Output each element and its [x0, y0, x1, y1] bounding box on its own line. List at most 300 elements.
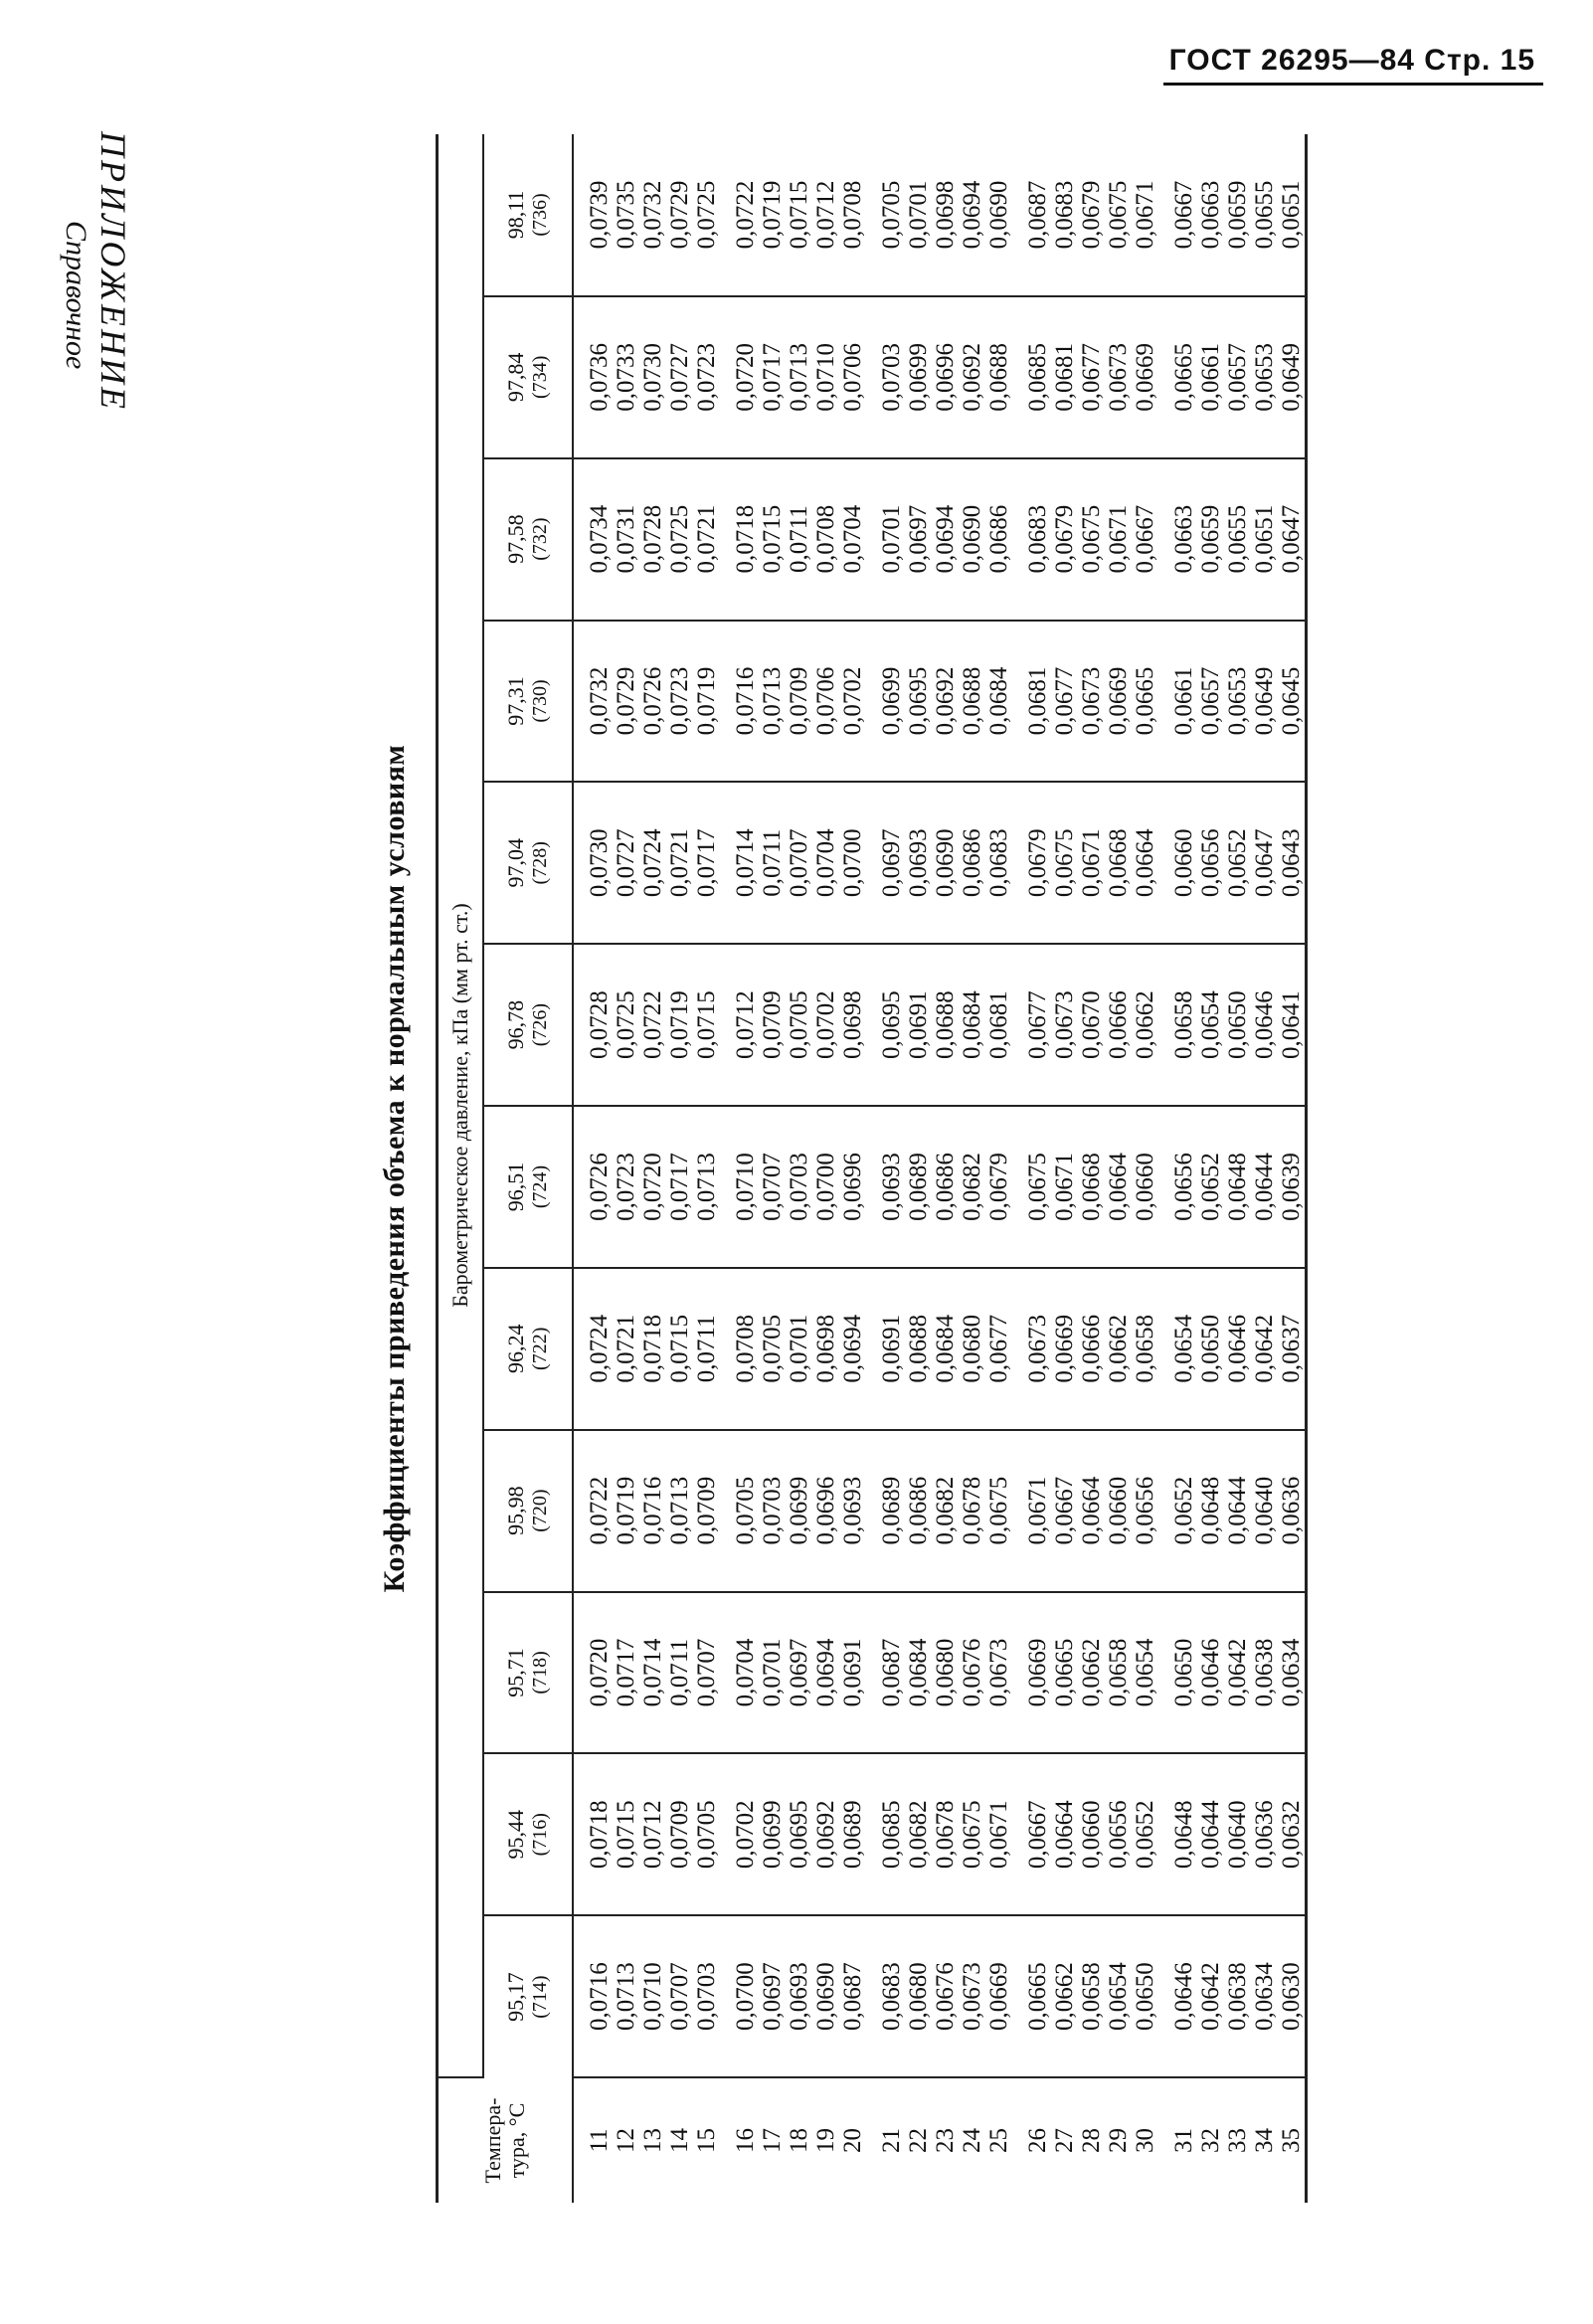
coefficient-cell: 0,0671	[1012, 1430, 1051, 1592]
appendix-label	[59, 131, 134, 412]
coefficient-cell: 0,0638	[1251, 1592, 1278, 1754]
pressure-mmhg: (736)	[529, 193, 551, 237]
coefficient-cell: 0,0658	[1105, 1592, 1132, 1754]
coefficient-cell: 0,0642	[1224, 1592, 1251, 1754]
coefficient-cell: 0,0675	[1051, 782, 1078, 944]
coefficient-cell: 0,0710	[812, 296, 839, 458]
coefficient-cell: 0,0680	[905, 1915, 932, 2077]
coefficient-cell: 0,0703	[693, 1915, 720, 2077]
coefficient-cell: 0,0721	[666, 782, 693, 944]
table-row	[666, 134, 693, 2203]
coefficient-cell: 0,0686	[905, 1430, 932, 1592]
coefficient-cell: 0,0719	[693, 621, 720, 783]
coefficient-cell: 0,0707	[666, 1915, 693, 2077]
coefficient-cell: 0,0715	[666, 1268, 693, 1430]
coefficient-cell: 0,0652	[1158, 1430, 1197, 1592]
coefficient-cell: 0,0700	[812, 1106, 839, 1268]
coefficient-cell: 0,0707	[759, 1106, 786, 1268]
coefficient-cell: 0,0684	[985, 621, 1012, 783]
coefficient-cell: 0,0725	[666, 458, 693, 621]
coefficient-cell: 0,0721	[613, 1268, 639, 1430]
coefficient-cell: 0,0645	[1278, 621, 1307, 783]
coefficient-cell: 0,0688	[985, 296, 1012, 458]
coefficient-cell: 0,0701	[759, 1592, 786, 1754]
pressure-mmhg: (726)	[529, 1002, 551, 1047]
coefficient-cell: 0,0700	[720, 1915, 759, 2077]
temperature-cell: 12	[613, 2128, 639, 2153]
coefficient-cell: 0,0707	[786, 782, 812, 944]
coefficient-cell: 0,0719	[666, 944, 693, 1106]
coefficient-cell: 0,0656	[1105, 1753, 1132, 1915]
table-row	[786, 134, 812, 2203]
pressure-mmhg: (724)	[529, 1164, 551, 1209]
temperature-cell: 18	[786, 2128, 812, 2153]
temperature-cell: 16	[732, 2128, 759, 2153]
coefficient-cell: 0,0679	[1078, 134, 1105, 296]
coefficient-cell: 0,0667	[1012, 1753, 1051, 1915]
coefficient-cell: 0,0732	[573, 621, 613, 783]
coefficient-cell: 0,0686	[959, 782, 985, 944]
coefficient-cell: 0,0639	[1278, 1106, 1307, 1268]
coefficient-cell: 0,0662	[1105, 1268, 1132, 1430]
coefficient-cell: 0,0659	[1197, 458, 1224, 621]
pressure-column-header	[483, 1592, 573, 1754]
coefficient-cell: 0,0667	[1051, 1430, 1078, 1592]
coefficient-cell: 0,0697	[866, 782, 905, 944]
coefficient-cell: 0,0673	[1105, 296, 1132, 458]
coefficient-cell: 0,0713	[666, 1430, 693, 1592]
coefficient-cell: 0,0702	[720, 1753, 759, 1915]
coefficient-cell: 0,0675	[1105, 134, 1132, 296]
coefficient-cell: 0,0732	[639, 134, 666, 296]
coefficient-cell: 0,0717	[759, 296, 786, 458]
coefficient-cell: 0,0695	[866, 944, 905, 1106]
coefficient-cell: 0,0634	[1251, 1915, 1278, 2077]
temperature-cell: 30	[1132, 2128, 1158, 2153]
pressure-kpa: 95,98	[503, 1486, 528, 1535]
coefficient-cell: 0,0701	[786, 1268, 812, 1430]
coefficient-cell: 0,0660	[1105, 1430, 1132, 1592]
coefficient-cell: 0,0696	[932, 296, 959, 458]
coefficient-cell: 0,0636	[1278, 1430, 1307, 1592]
coefficient-cell: 0,0726	[573, 1106, 613, 1268]
coefficient-cell: 0,0662	[1051, 1915, 1078, 2077]
coefficient-cell: 0,0693	[839, 1430, 866, 1592]
coefficient-cell: 0,0713	[786, 296, 812, 458]
coefficient-cell: 0,0688	[932, 944, 959, 1106]
coefficient-cell: 0,0638	[1224, 1915, 1251, 2077]
coefficient-cell: 0,0693	[905, 782, 932, 944]
coefficient-cell: 0,0681	[985, 944, 1012, 1106]
coefficient-cell: 0,0650	[1158, 1592, 1197, 1754]
table-row	[932, 134, 959, 2203]
coefficient-cell: 0,0679	[1012, 782, 1051, 944]
coefficient-cell: 0,0683	[866, 1915, 905, 2077]
coefficient-cell: 0,0729	[666, 134, 693, 296]
coefficient-cell: 0,0673	[959, 1915, 985, 2077]
coefficient-cell: 0,0664	[1051, 1753, 1078, 1915]
coefficient-cell: 0,0678	[932, 1753, 959, 1915]
pressure-column-header	[483, 1106, 573, 1268]
coefficient-cell: 0,0733	[613, 296, 639, 458]
coefficient-cell: 0,0684	[932, 1268, 959, 1430]
coefficient-cell: 0,0714	[720, 782, 759, 944]
coefficient-cell: 0,0680	[959, 1268, 985, 1430]
coefficient-cell: 0,0709	[666, 1753, 693, 1915]
coefficient-cell: 0,0632	[1278, 1753, 1307, 1915]
coefficient-cell: 0,0709	[759, 944, 786, 1106]
coefficient-cell: 0,0664	[1105, 1106, 1132, 1268]
coefficient-cell: 0,0722	[573, 1430, 613, 1592]
coefficient-cell: 0,0725	[613, 944, 639, 1106]
pressure-column-header	[483, 621, 573, 783]
coefficient-cell: 0,0698	[812, 1268, 839, 1430]
coefficient-cell: 0,0706	[839, 296, 866, 458]
coefficient-cell: 0,0683	[1051, 134, 1078, 296]
coefficient-cell: 0,0703	[866, 296, 905, 458]
coefficient-cell: 0,0694	[839, 1268, 866, 1430]
temperature-cell: 26	[1024, 2128, 1051, 2153]
coefficient-cell: 0,0644	[1224, 1430, 1251, 1592]
temperature-cell: 31	[1170, 2128, 1197, 2153]
table-row	[1051, 134, 1078, 2203]
pressure-kpa: 96,51	[503, 1162, 528, 1212]
coefficient-cell: 0,0710	[639, 1915, 666, 2077]
coefficient-cell: 0,0719	[613, 1430, 639, 1592]
temperature-cell: 14	[666, 2128, 693, 2153]
coefficient-cell: 0,0726	[639, 621, 666, 783]
coefficient-cell: 0,0661	[1197, 296, 1224, 458]
coefficient-cell: 0,0677	[1078, 296, 1105, 458]
coefficient-cell: 0,0640	[1251, 1430, 1278, 1592]
coefficient-cell: 0,0715	[693, 944, 720, 1106]
coefficient-cell: 0,0673	[1078, 621, 1105, 783]
pressure-mmhg: (728)	[529, 841, 551, 885]
table-row	[1105, 134, 1132, 2203]
coefficient-cell: 0,0723	[613, 1106, 639, 1268]
pressure-column-header	[483, 782, 573, 944]
coefficient-cell: 0,0675	[959, 1753, 985, 1915]
coefficient-cell: 0,0662	[1132, 944, 1158, 1106]
temperature-cell: 23	[932, 2128, 959, 2153]
coefficient-cell: 0,0717	[666, 1106, 693, 1268]
coefficient-cell: 0,0660	[1158, 782, 1197, 944]
coefficient-cell: 0,0640	[1224, 1753, 1251, 1915]
rotated-table-block	[376, 134, 1370, 2203]
coefficient-cell: 0,0712	[720, 944, 759, 1106]
temperature-cell: 20	[839, 2128, 866, 2153]
temperature-cell: 28	[1078, 2128, 1105, 2153]
coefficient-cell: 0,0699	[759, 1753, 786, 1915]
coefficient-cell: 0,0695	[786, 1753, 812, 1915]
coefficient-cell: 0,0682	[959, 1106, 985, 1268]
table-row	[720, 134, 759, 2203]
coefficient-cell: 0,0651	[1251, 458, 1278, 621]
pressure-column-header	[483, 134, 573, 296]
coefficient-cell: 0,0691	[839, 1592, 866, 1754]
coefficient-cell: 0,0677	[1051, 621, 1078, 783]
coefficient-cell: 0,0656	[1132, 1430, 1158, 1592]
table-row	[613, 134, 639, 2203]
coefficient-cell: 0,0667	[1158, 134, 1197, 296]
coefficient-cell: 0,0690	[985, 134, 1012, 296]
coefficient-cell: 0,0660	[1078, 1753, 1105, 1915]
coefficient-cell: 0,0715	[759, 458, 786, 621]
temperature-cell: 34	[1251, 2128, 1278, 2153]
coefficient-cell: 0,0697	[759, 1915, 786, 2077]
coefficient-cell: 0,0701	[905, 134, 932, 296]
temperature-cell: 19	[812, 2128, 839, 2153]
coefficient-cell: 0,0691	[905, 944, 932, 1106]
coefficient-cell: 0,0671	[1132, 134, 1158, 296]
coefficient-cell: 0,0662	[1078, 1592, 1105, 1754]
coefficient-cell: 0,0665	[1051, 1592, 1078, 1754]
coefficient-cell: 0,0713	[613, 1915, 639, 2077]
coefficient-cell: 0,0651	[1278, 134, 1307, 296]
coefficient-cell: 0,0722	[720, 134, 759, 296]
coefficient-cell: 0,0669	[985, 1915, 1012, 2077]
coefficient-cell: 0,0680	[932, 1592, 959, 1754]
coefficient-cell: 0,0654	[1132, 1592, 1158, 1754]
coefficient-cell: 0,0727	[613, 782, 639, 944]
table-row	[866, 134, 905, 2203]
table-row	[1078, 134, 1105, 2203]
coefficient-cell: 0,0692	[812, 1753, 839, 1915]
table-row	[1158, 134, 1197, 2203]
table-row	[1278, 134, 1307, 2203]
coefficient-cell: 0,0705	[720, 1430, 759, 1592]
coefficient-cell: 0,0706	[812, 621, 839, 783]
coefficient-cell: 0,0685	[866, 1753, 905, 1915]
coefficient-cell: 0,0683	[985, 782, 1012, 944]
coefficient-cell: 0,0702	[812, 944, 839, 1106]
coefficient-cell: 0,0722	[639, 944, 666, 1106]
coefficient-cell: 0,0648	[1197, 1430, 1224, 1592]
coefficient-cell: 0,0736	[573, 296, 613, 458]
pressure-kpa: 95,71	[503, 1648, 528, 1698]
coefficient-cell: 0,0723	[666, 621, 693, 783]
coefficient-cell: 0,0704	[812, 782, 839, 944]
coefficient-cell: 0,0687	[866, 1592, 905, 1754]
coefficient-cell: 0,0637	[1278, 1268, 1307, 1430]
coefficient-cell: 0,0684	[959, 944, 985, 1106]
coefficient-cell: 0,0696	[812, 1430, 839, 1592]
coefficient-cell: 0,0730	[573, 782, 613, 944]
coefficient-cell: 0,0642	[1197, 1915, 1224, 2077]
table-row	[573, 134, 613, 2203]
coefficient-cell: 0,0734	[573, 458, 613, 621]
pressure-kpa: 96,24	[503, 1324, 528, 1374]
pressure-kpa: 95,44	[503, 1810, 528, 1860]
coefficient-cell: 0,0653	[1224, 621, 1251, 783]
coefficient-cell: 0,0719	[759, 134, 786, 296]
coefficient-cell: 0,0669	[1105, 621, 1132, 783]
coefficient-cell: 0,0682	[932, 1430, 959, 1592]
temperature-cell: 22	[905, 2128, 932, 2153]
coefficient-cell: 0,0693	[786, 1915, 812, 2077]
coefficient-cell: 0,0654	[1105, 1915, 1132, 2077]
coefficient-cell: 0,0697	[905, 458, 932, 621]
table-row	[639, 134, 666, 2203]
coefficient-cell: 0,0649	[1278, 296, 1307, 458]
coefficient-cell: 0,0661	[1158, 621, 1197, 783]
coefficient-cell: 0,0711	[759, 782, 786, 944]
coefficient-cell: 0,0641	[1278, 944, 1307, 1106]
coefficient-cell: 0,0689	[866, 1430, 905, 1592]
temperature-cell: 13	[639, 2128, 666, 2153]
coefficient-cell: 0,0653	[1251, 296, 1278, 458]
coefficient-cell: 0,0665	[1132, 621, 1158, 783]
temperature-cell: 27	[1051, 2128, 1078, 2153]
coefficient-cell: 0,0658	[1078, 1915, 1105, 2077]
coefficient-cell: 0,0699	[866, 621, 905, 783]
pressure-mmhg: (730)	[529, 679, 551, 723]
pressure-column-header	[483, 1753, 573, 1915]
coefficient-cell: 0,0718	[573, 1753, 613, 1915]
coefficient-cell: 0,0655	[1251, 134, 1278, 296]
coefficient-cell: 0,0673	[1051, 944, 1078, 1106]
coefficient-cell: 0,0730	[639, 296, 666, 458]
coefficient-cell: 0,0690	[959, 458, 985, 621]
coefficient-cell: 0,0650	[1132, 1915, 1158, 2077]
pressure-column-header	[483, 296, 573, 458]
coefficient-cell: 0,0686	[985, 458, 1012, 621]
coefficient-cell: 0,0704	[839, 458, 866, 621]
coefficient-cell: 0,0728	[573, 944, 613, 1106]
coefficient-cell: 0,0686	[932, 1106, 959, 1268]
coefficient-cell: 0,0683	[1012, 458, 1051, 621]
coefficient-cell: 0,0688	[905, 1268, 932, 1430]
coefficient-cell: 0,0670	[1078, 944, 1105, 1106]
pressure-kpa: 97,84	[503, 352, 528, 403]
coefficient-cell: 0,0718	[639, 1268, 666, 1430]
coefficient-cell: 0,0708	[720, 1268, 759, 1430]
coefficient-cell: 0,0681	[1051, 296, 1078, 458]
coefficient-cell: 0,0716	[639, 1430, 666, 1592]
coefficient-cell: 0,0687	[839, 1915, 866, 2077]
coefficient-cell: 0,0712	[639, 1753, 666, 1915]
coefficient-cell: 0,0646	[1224, 1268, 1251, 1430]
coefficient-cell: 0,0712	[812, 134, 839, 296]
coefficient-cell: 0,0689	[905, 1106, 932, 1268]
table-row	[812, 134, 839, 2203]
coefficient-cell: 0,0711	[786, 458, 812, 621]
coefficient-cell: 0,0664	[1132, 782, 1158, 944]
coefficient-cell: 0,0723	[693, 296, 720, 458]
coefficient-cell: 0,0727	[666, 296, 693, 458]
coefficient-cell: 0,0664	[1078, 1430, 1105, 1592]
appendix-subtitle: Справочное	[60, 221, 92, 370]
coefficient-cell: 0,0679	[1051, 458, 1078, 621]
coefficient-cell: 0,0720	[639, 1106, 666, 1268]
coefficient-cell: 0,0695	[905, 621, 932, 783]
coefficient-cell: 0,0652	[1132, 1753, 1158, 1915]
temperature-cell: 33	[1224, 2128, 1251, 2153]
coefficient-cell: 0,0716	[720, 621, 759, 783]
temp-header: Темпера-тура, °С	[438, 2077, 574, 2203]
coefficient-cell: 0,0689	[839, 1753, 866, 1915]
coefficient-cell: 0,0666	[1078, 1268, 1105, 1430]
coefficient-cell: 0,0705	[759, 1268, 786, 1430]
coefficient-cell: 0,0663	[1197, 134, 1224, 296]
coefficient-cell: 0,0671	[1078, 782, 1105, 944]
coefficient-cell: 0,0656	[1197, 782, 1224, 944]
coefficient-cell: 0,0698	[932, 134, 959, 296]
pressure-kpa: 97,58	[503, 514, 528, 564]
header-rule	[1163, 83, 1543, 86]
coefficient-cell: 0,0715	[786, 134, 812, 296]
pressure-column-header	[483, 1430, 573, 1592]
coefficient-cell: 0,0677	[985, 1268, 1012, 1430]
coefficient-cell: 0,0675	[1078, 458, 1105, 621]
coefficient-cell: 0,0657	[1224, 296, 1251, 458]
coefficient-cell: 0,0735	[613, 134, 639, 296]
coefficient-cell: 0,0658	[1158, 944, 1197, 1106]
coefficient-cell: 0,0669	[1051, 1268, 1078, 1430]
coefficient-cell: 0,0717	[693, 782, 720, 944]
coefficient-cell: 0,0636	[1251, 1753, 1278, 1915]
coefficient-cell: 0,0703	[786, 1106, 812, 1268]
temperature-cell: 21	[878, 2128, 905, 2153]
coefficient-cell: 0,0657	[1197, 621, 1224, 783]
pressure-column-header	[483, 944, 573, 1106]
pressure-mmhg: (714)	[529, 1975, 551, 2019]
temperature-cell: 35	[1278, 2128, 1305, 2153]
coefficient-cell: 0,0676	[959, 1592, 985, 1754]
coefficient-cell: 0,0688	[959, 621, 985, 783]
coefficient-cell: 0,0650	[1224, 944, 1251, 1106]
coefficient-cell: 0,0731	[613, 458, 639, 621]
coefficient-cell: 0,0704	[720, 1592, 759, 1754]
coefficient-cell: 0,0720	[573, 1592, 613, 1754]
coefficient-cell: 0,0696	[839, 1106, 866, 1268]
coefficient-cell: 0,0666	[1105, 944, 1132, 1106]
coefficient-cell: 0,0665	[1012, 1915, 1051, 2077]
coefficient-cell: 0,0692	[959, 296, 985, 458]
coefficient-cell: 0,0659	[1224, 134, 1251, 296]
coefficient-cell: 0,0707	[693, 1592, 720, 1754]
coefficient-cell: 0,0673	[985, 1592, 1012, 1754]
pressure-kpa: 97,04	[503, 838, 528, 888]
coefficient-cell: 0,0698	[839, 944, 866, 1106]
coefficient-cell: 0,0694	[812, 1592, 839, 1754]
coefficient-cell: 0,0728	[639, 458, 666, 621]
coefficient-cell: 0,0711	[693, 1268, 720, 1430]
coefficient-cell: 0,0717	[613, 1592, 639, 1754]
coefficient-cell: 0,0694	[959, 134, 985, 296]
coefficient-cell: 0,0677	[1012, 944, 1051, 1106]
coefficient-cell: 0,0690	[812, 1915, 839, 2077]
coefficient-cell: 0,0693	[866, 1106, 905, 1268]
coefficient-cell: 0,0681	[1012, 621, 1051, 783]
coefficient-cell: 0,0710	[720, 1106, 759, 1268]
coefficient-cell: 0,0715	[613, 1753, 639, 1915]
coefficient-cell: 0,0682	[905, 1753, 932, 1915]
coefficient-cell: 0,0716	[573, 1915, 613, 2077]
coefficient-cell: 0,0697	[786, 1592, 812, 1754]
table-row	[759, 134, 786, 2203]
coefficient-cell: 0,0720	[720, 296, 759, 458]
coefficient-cell: 0,0647	[1278, 458, 1307, 621]
table-row	[1251, 134, 1278, 2203]
table-caption: Коэффициенты приведения объема к нормальным условиям	[378, 744, 411, 1593]
coefficient-cell: 0,0694	[932, 458, 959, 621]
coefficient-cell: 0,0671	[1051, 1106, 1078, 1268]
coefficient-cell: 0,0646	[1158, 1915, 1197, 2077]
coefficient-cell: 0,0656	[1158, 1106, 1197, 1268]
coefficient-cell: 0,0724	[573, 1268, 613, 1430]
coefficient-cell: 0,0669	[1012, 1592, 1051, 1754]
